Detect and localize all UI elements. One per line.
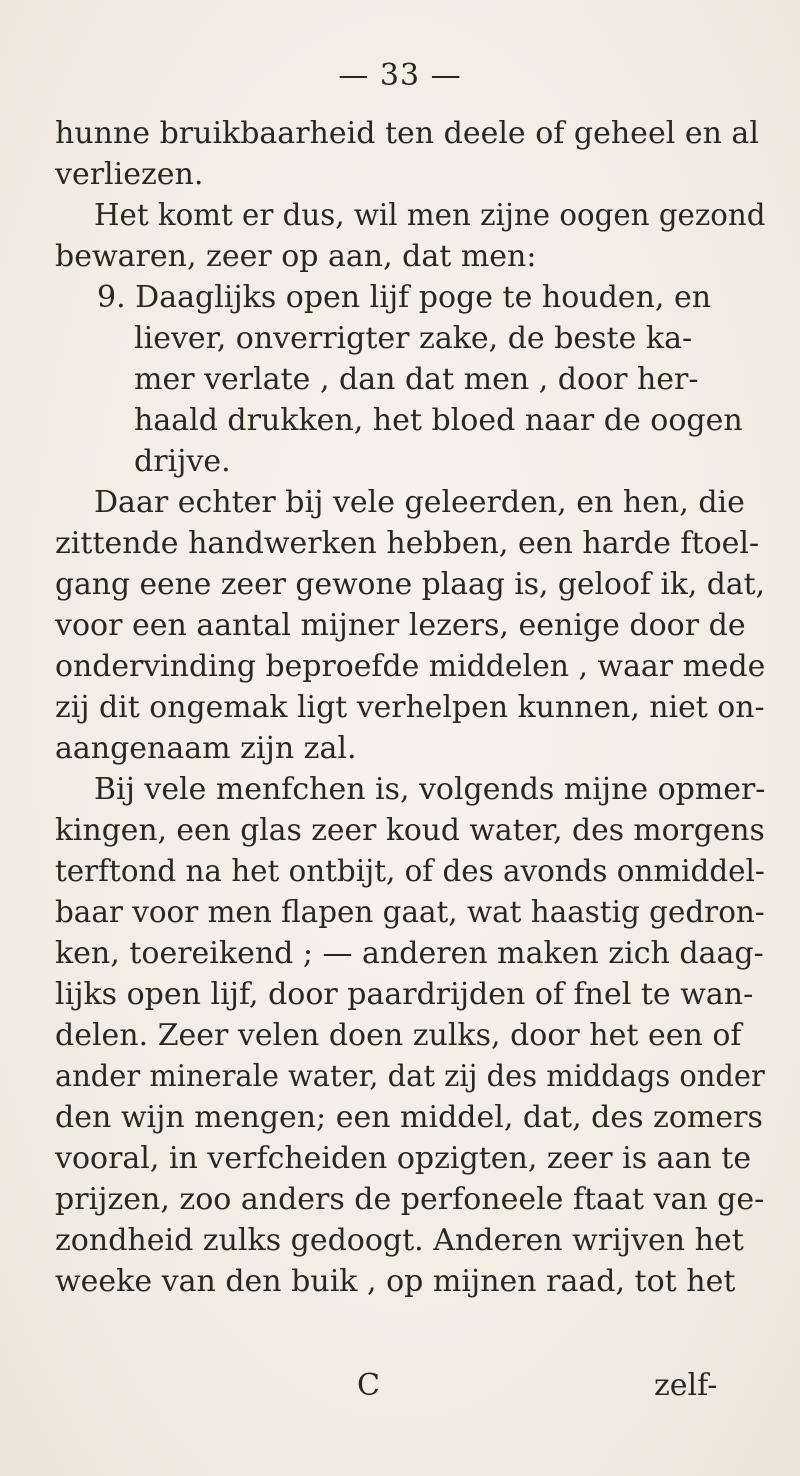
text-line-20: baar voor men flapen gaat, wat haastig gedron- [55, 895, 765, 930]
text-line-23: delen. Zeer velen doen zulks, door het een of [55, 1018, 742, 1053]
text-line-25: den wijn mengen; een middel, dat, des zomers [55, 1100, 763, 1135]
catchword: zelf- [654, 1368, 718, 1403]
text-line-13: voor een aantal mijner lezers, eenige door de [55, 608, 746, 643]
text-line-26: vooral, in verfcheiden opzigten, zeer is aan te [55, 1141, 752, 1176]
text-line-28: zondheid zulks gedoogt. Anderen wrijven het [55, 1223, 744, 1258]
text-line-15: zij dit ongemak ligt verhelpen kunnen, niet on- [55, 690, 765, 725]
text-line-10: Daar echter bij vele geleerden, en hen, die [94, 485, 745, 520]
text-line-3: Het komt er dus, wil men zijne oogen gezond [94, 198, 766, 233]
text-line-2: verliezen. [55, 157, 204, 192]
text-line-7: mer verlate , dan dat men , door her- [134, 362, 699, 397]
text-line-9: drijve. [134, 444, 231, 479]
text-line-24: ander minerale water, dat zij des middags onder [55, 1059, 765, 1094]
text-line-16: aangenaam zijn zal. [55, 731, 357, 766]
text-line-17: Bij vele menfchen is, volgends mijne opmer- [94, 772, 766, 807]
text-line-11: zittende handwerken hebben, een harde ftoel- [55, 526, 760, 561]
text-line-18: kingen, een glas zeer koud water, des morgens [55, 813, 765, 848]
text-line-19: terftond na het ontbijt, of des avonds onmiddel- [55, 854, 765, 889]
text-line-14: ondervinding beproefde middelen , waar mede [55, 649, 766, 684]
text-line-6: liever, onverrigter zake, de beste ka- [134, 321, 693, 356]
text-line-21: ken, toereikend ; — anderen maken zich daag- [55, 936, 764, 971]
text-line-4: bewaren, zeer op aan, dat men: [55, 239, 537, 274]
signature-mark: C [357, 1368, 380, 1403]
text-line-5: 9. Daaglijks open lijf poge te houden, en [97, 280, 712, 315]
text-line-1: hunne bruikbaarheid ten deele of geheel en al [55, 116, 759, 151]
page-number-header: — 33 — [338, 58, 462, 93]
text-line-29: weeke van den buik , op mijnen raad, tot het [55, 1264, 736, 1299]
text-line-27: prijzen, zoo anders de perfoneele ftaat van ge- [55, 1182, 765, 1217]
text-line-22: lijks open lijf, door paardrijden of fnel te wan- [55, 977, 754, 1012]
text-line-8: haald drukken, het bloed naar de oogen [134, 403, 743, 438]
text-line-12: gang eene zeer gewone plaag is, geloof ik, dat, [55, 567, 765, 602]
